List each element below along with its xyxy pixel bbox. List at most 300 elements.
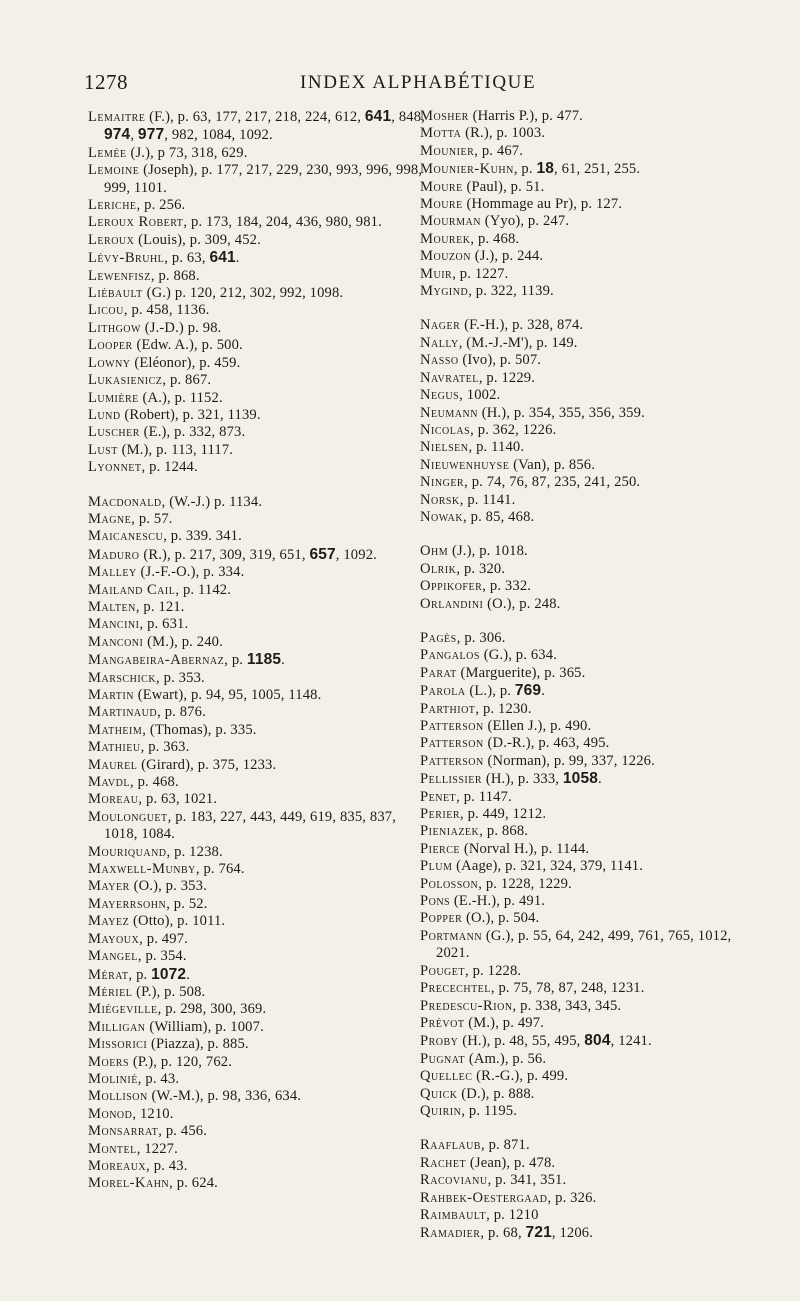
entry-page-refs: , (M.-J.-M'), p. 149. <box>458 334 578 351</box>
entry-page-refs: , 1002. <box>459 387 501 404</box>
index-entry-maduro <box>88 546 428 564</box>
entry-author-name: Patterson <box>420 735 484 752</box>
index-entry-leroux-robert <box>88 214 428 231</box>
entry-page-refs: , p. 1147. <box>456 788 512 805</box>
entry-page-refs: , p. 1141. <box>459 491 516 508</box>
index-entry-lemoine <box>88 162 428 197</box>
entry-page-refs: , p. 868. <box>479 823 529 840</box>
index-entry-norsk <box>420 492 760 509</box>
entry-main-page-ref: 641 <box>364 108 392 125</box>
entry-main-page-ref: 769 <box>514 682 542 700</box>
entry-author-name: Nasso <box>420 352 459 369</box>
entry-page-refs: (F.), p. 63, 177, 217, 218, 224, 612, <box>145 109 365 125</box>
index-entry-licou <box>88 302 428 319</box>
entry-page-refs: , p. 1142. <box>175 581 232 598</box>
index-entry-nowak <box>420 509 760 526</box>
entry-page-refs: , p. 339. 341. <box>163 528 242 545</box>
index-entry-mailand <box>88 582 428 599</box>
entry-author-name: Portmann <box>420 927 483 944</box>
entry-author-name: Leriche <box>88 197 137 214</box>
index-entry-navratel <box>420 370 760 387</box>
entry-page-refs: (P.), p. 120, 762. <box>129 1053 233 1070</box>
entry-author-name: Lust <box>88 441 118 458</box>
index-entry-matheim <box>88 722 428 739</box>
entry-page-refs: , p. 1244. <box>141 459 198 476</box>
entry-page-refs: (Norval H.), p. 1144. <box>460 840 590 857</box>
entry-author-name: Lowny <box>88 354 131 371</box>
index-entry-perier <box>420 806 760 823</box>
entry-author-name: Moure <box>420 178 463 195</box>
index-entry-lemee <box>88 145 428 162</box>
index-entry-mangel <box>88 948 428 965</box>
entry-main-page-ref: 974 <box>104 126 131 144</box>
entry-author-name: Lévy-Bruhl <box>88 250 165 267</box>
entry-page-refs: , p. 183, 227, 443, 449, 619, 835, 837, 1018, 1084. <box>104 808 397 843</box>
entry-page-refs: , p. 876. <box>157 704 206 721</box>
entry-author-name: Leroux <box>88 231 135 248</box>
entry-page-refs: , p. 75, 78, 87, 248, 1231. <box>490 980 645 997</box>
entry-main-page-ref: 977 <box>137 126 165 144</box>
entry-page-refs: . <box>598 771 602 788</box>
index-entry-macdonald <box>88 494 428 511</box>
entry-author-name: Lewenfisz <box>88 267 151 284</box>
entry-author-name: Martinaud <box>88 704 158 721</box>
entry-page-refs: , p. 1230. <box>475 700 532 717</box>
index-entry-lukasienicz <box>88 372 428 389</box>
index-entry-raimbault <box>420 1207 760 1224</box>
entry-page-refs: , 848, <box>391 109 425 125</box>
entry-author-name: Prévot <box>420 1014 465 1031</box>
entry-author-name: Orlandini <box>420 595 484 612</box>
entry-author-name: Patterson <box>420 752 484 769</box>
entry-author-name: Mangabeira-Abernaz <box>88 652 225 669</box>
entry-author-name: Missorici <box>88 1036 148 1053</box>
entry-page-refs: (R.), p. 1003. <box>461 125 546 142</box>
entry-author-name: Racovianu <box>420 1172 488 1189</box>
entry-page-refs: , 1227. <box>136 1140 178 1157</box>
entry-author-name: Negus <box>420 387 460 404</box>
entry-author-name: Monsarrat <box>88 1123 159 1140</box>
index-entry-quick <box>420 1086 760 1103</box>
entry-author-name: Plum <box>420 858 453 875</box>
entry-author-name: Ohm <box>420 543 449 560</box>
index-entry-lumiere <box>88 390 428 407</box>
index-entry-lund <box>88 407 428 424</box>
entry-page-refs: (A.), p. 1152. <box>138 389 223 406</box>
entry-author-name: Pangalos <box>420 647 480 664</box>
entry-author-name: Marschick <box>88 669 157 686</box>
running-title: INDEX ALPHABÉTIQUE <box>300 72 537 93</box>
entry-page-refs: . <box>186 966 191 983</box>
entry-page-refs: (Ellen J.), p. 490. <box>483 718 592 734</box>
entry-author-name: Malten <box>88 598 136 615</box>
entry-author-name: Luscher <box>88 424 140 441</box>
index-entry-lemaitre <box>88 108 428 145</box>
entry-page-refs: , p. 74, 76, 87, 235, 241, 250. <box>464 474 641 491</box>
entry-page-refs: (Harris P.), p. 477. <box>468 108 583 124</box>
entry-page-refs: , (Thomas), p. 335. <box>142 721 257 738</box>
index-entry-mouzon <box>420 248 760 265</box>
entry-author-name: Maxwell-Munby <box>88 861 196 878</box>
entry-author-name: Navratel <box>420 369 479 386</box>
index-entry-lewenfisz <box>88 268 428 285</box>
entry-page-refs: , p. 456. <box>158 1123 208 1140</box>
letter-section-gap <box>420 300 760 317</box>
index-entry-mayerrsohn <box>88 896 428 913</box>
entry-page-refs: (Am.), p. 56. <box>465 1050 547 1067</box>
entry-page-refs: (G.) p. 120, 212, 302, 992, 1098. <box>142 285 344 302</box>
entry-page-refs: (H.), p. 333, <box>482 771 563 788</box>
index-entry-mollison <box>88 1088 428 1105</box>
index-entry-marschick <box>88 670 428 687</box>
index-entry-lust <box>88 442 428 459</box>
entry-page-refs: (H.), p. 354, 355, 356, 359. <box>477 404 645 421</box>
entry-author-name: Leroux Robert <box>88 214 184 231</box>
entry-author-name: Nieuwenhuyse <box>420 456 510 473</box>
index-entry-martin <box>88 687 428 704</box>
entry-page-refs: (F.-H.), p. 328, 874. <box>460 317 584 334</box>
entry-page-refs: (L.), p. <box>465 683 515 700</box>
entry-author-name: Penet <box>420 788 457 805</box>
entry-main-page-ref: 804 <box>584 1032 611 1050</box>
index-entry-mangabeira <box>88 651 428 669</box>
index-entry-mayoux <box>88 931 428 948</box>
index-entry-patterson-norman <box>420 753 760 770</box>
index-entry-ramadier <box>420 1224 760 1242</box>
index-entry-maxwell <box>88 861 428 878</box>
index-entry-nally <box>420 335 760 352</box>
entry-author-name: Raaflaub <box>420 1137 481 1154</box>
entry-page-refs: (H.), p. 48, 55, 495, <box>458 1033 585 1050</box>
index-entry-pieniazek <box>420 823 760 840</box>
entry-page-refs: , p. 867. <box>162 372 212 389</box>
index-entry-looper <box>88 337 428 354</box>
index-entry-meriel <box>88 984 428 1001</box>
index-entry-rahbek <box>420 1190 760 1207</box>
entry-page-refs: , p. 332. <box>482 578 532 595</box>
index-entry-pugnat <box>420 1051 760 1068</box>
entry-author-name: Popper <box>420 910 463 927</box>
entry-page-refs: , p. 354. <box>137 948 187 965</box>
entry-page-refs: (Eléonor), p. 459. <box>130 354 241 371</box>
entry-page-refs: , p. 631. <box>139 616 189 633</box>
entry-author-name: Mangel <box>88 948 138 965</box>
index-entry-levy-bruhl <box>88 249 428 267</box>
entry-author-name: Predescu-Rion <box>420 997 513 1014</box>
entry-author-name: Nowak <box>420 508 464 525</box>
index-entry-polosson <box>420 876 760 893</box>
entry-author-name: Lyonnet <box>88 459 142 476</box>
entry-page-refs: , (W.-J.) p. 1134. <box>161 493 263 510</box>
index-entry-popper <box>420 910 760 927</box>
index-entry-portmann <box>420 928 760 963</box>
index-entry-parola <box>420 682 760 700</box>
index-entry-mourman <box>420 213 760 230</box>
entry-page-refs: , p. 43. <box>146 1157 188 1174</box>
index-entry-patterson-ellen <box>420 718 760 735</box>
index-entry-mounier <box>420 143 760 160</box>
entry-page-refs: (D.), p. 888. <box>457 1085 535 1102</box>
entry-author-name: Moreaux <box>88 1157 147 1174</box>
entry-author-name: Olrik <box>420 560 457 577</box>
index-entry-parat <box>420 665 760 682</box>
entry-page-refs: (O.), p. 353. <box>129 878 207 895</box>
entry-author-name: Malley <box>88 564 137 581</box>
entry-page-refs: , p. 1140. <box>468 439 525 456</box>
entry-author-name: Mérat <box>88 966 129 983</box>
entry-page-refs: (E.), p. 332, 873. <box>139 424 246 441</box>
index-column-left <box>88 108 428 1193</box>
index-entry-lithgow <box>88 320 428 337</box>
entry-page-refs: , p. 43. <box>137 1070 180 1087</box>
entry-page-refs: (Louis), p. 309, 452. <box>134 231 261 248</box>
index-entry-pellissier <box>420 770 760 788</box>
entry-page-refs: (E.-H.), p. 491. <box>450 893 546 910</box>
index-entry-malten <box>88 599 428 616</box>
index-entry-muir <box>420 266 760 283</box>
index-entry-moulonguet <box>88 809 428 844</box>
entry-page-refs: (Joseph), p. 177, 217, 229, 230, 993, 996, 998, 999, 1101. <box>104 162 423 196</box>
entry-author-name: Proby <box>420 1033 459 1050</box>
entry-author-name: Mailand Cail <box>88 581 176 598</box>
entry-author-name: Nally <box>420 334 459 351</box>
entry-page-refs: (M.), p. 113, 1117. <box>117 441 234 458</box>
entry-author-name: Rahbek-Oestergaad <box>420 1189 548 1206</box>
index-entry-mayez <box>88 913 428 930</box>
entry-author-name: Mériel <box>88 983 133 1000</box>
index-entry-orlandini <box>420 596 760 613</box>
entry-page-refs: , p. 68, <box>480 1225 526 1242</box>
entry-page-refs: , p. 52. <box>166 895 208 912</box>
entry-author-name: Mouriquand <box>88 843 167 860</box>
entry-page-refs: , p. 326. <box>547 1189 597 1206</box>
index-entry-pons <box>420 893 760 910</box>
entry-page-refs: (J.-F.-O.), p. 334. <box>136 564 245 581</box>
index-entry-penet <box>420 789 760 806</box>
entry-page-refs: (O.), p. 504. <box>462 910 540 927</box>
index-entry-mancini <box>88 616 428 633</box>
entry-page-refs: , 1092. <box>335 546 377 563</box>
index-entry-maurel <box>88 757 428 774</box>
entry-author-name: Looper <box>88 337 133 354</box>
entry-author-name: Norsk <box>420 491 460 508</box>
entry-page-refs: , p. 322, 1139. <box>468 283 554 300</box>
index-entry-quirin <box>420 1103 760 1120</box>
index-entry-moure-paul <box>420 179 760 196</box>
entry-author-name: Mathieu <box>88 739 141 756</box>
entry-author-name: Maurel <box>88 756 138 773</box>
entry-author-name: Mancini <box>88 616 140 633</box>
entry-author-name: Pons <box>420 893 451 910</box>
entry-author-name: Montel <box>88 1140 137 1157</box>
entry-page-refs: , p. 63, <box>164 250 210 267</box>
entry-page-refs: , p. 362, 1226. <box>470 421 557 438</box>
entry-author-name: Pagès <box>420 629 457 646</box>
entry-author-name: Quellec <box>420 1068 473 1085</box>
entry-author-name: Lemée <box>88 144 127 161</box>
entry-author-name: Magne <box>88 510 132 527</box>
entry-author-name: Morel-Kahn <box>88 1175 170 1192</box>
entry-author-name: Mayoux <box>88 930 140 947</box>
index-entry-parthiot <box>420 701 760 718</box>
entry-author-name: Raimbault <box>420 1206 487 1223</box>
entry-page-refs: , 982, 1084, 1092. <box>164 127 273 144</box>
index-entry-molinie <box>88 1071 428 1088</box>
index-entry-monod <box>88 1106 428 1123</box>
entry-author-name: Matheim <box>88 721 143 738</box>
entry-page-refs: , 1241. <box>610 1033 652 1050</box>
page-header <box>0 70 800 100</box>
entry-author-name: Moulonguet <box>88 808 168 825</box>
index-entry-nager <box>420 317 760 334</box>
entry-page-refs: , p. 338, 343, 345. <box>512 997 622 1014</box>
entry-page-refs: (Piazza), p. 885. <box>147 1036 249 1053</box>
entry-page-refs: , 1206. <box>551 1225 594 1242</box>
entry-page-refs: , 1210. <box>132 1105 174 1122</box>
entry-author-name: Lithgow <box>88 319 141 336</box>
entry-author-name: Polosson <box>420 875 479 892</box>
entry-author-name: Lukasienicz <box>88 372 163 389</box>
entry-page-refs: , p. 468. <box>129 774 179 791</box>
entry-page-refs: , p. 363. <box>140 739 190 756</box>
index-entry-oppikofer <box>420 578 760 595</box>
entry-page-refs: (D.-R.), p. 463, 495. <box>483 735 610 752</box>
index-entry-liebault <box>88 285 428 302</box>
index-entry-prevot <box>420 1015 760 1032</box>
index-entry-olrik <box>420 561 760 578</box>
entry-author-name: Nicolas <box>420 421 471 438</box>
entry-author-name: Mouzon <box>420 248 471 265</box>
index-entry-mouriquand <box>88 844 428 861</box>
entry-author-name: Mourman <box>420 213 481 230</box>
entry-page-refs: (R.), p. 217, 309, 319, 651, <box>139 546 310 563</box>
entry-author-name: Lund <box>88 406 121 423</box>
entry-page-refs: , p. 173, 184, 204, 436, 980, 981. <box>183 214 382 231</box>
entry-author-name: Mounier <box>420 142 475 159</box>
index-entry-neumann <box>420 405 760 422</box>
entry-author-name: Martin <box>88 687 134 703</box>
index-entry-motta <box>420 125 760 142</box>
entry-author-name: Mosher <box>420 108 469 124</box>
index-entry-moreau <box>88 791 428 808</box>
entry-page-refs: , p. <box>513 161 537 178</box>
entry-author-name: Macdonald <box>88 493 162 510</box>
entry-page-refs: (Aage), p. 321, 324, 379, 1141. <box>452 858 644 875</box>
entry-page-refs: , p. 764. <box>195 861 245 878</box>
entry-page-refs: (Robert), p. 321, 1139. <box>120 406 261 423</box>
entry-page-refs: , p. 1228. <box>465 962 522 979</box>
entry-page-refs: , p. 85, 468. <box>463 508 535 525</box>
entry-page-refs: (Marguerite), p. 365. <box>456 664 586 681</box>
index-entry-mosher <box>420 108 760 125</box>
index-entry-martinaud <box>88 704 428 721</box>
entry-author-name: Maicanescu <box>88 528 164 545</box>
entry-page-refs: , p. 57. <box>131 510 173 527</box>
entry-page-refs: , 61, 251, 255. <box>554 161 641 178</box>
index-entry-moreaux <box>88 1158 428 1175</box>
index-entry-quellec <box>420 1068 760 1085</box>
entry-author-name: Mayerrsohn <box>88 895 167 912</box>
entry-page-refs: , p. 458, 1136. <box>123 302 210 319</box>
index-entry-mygind <box>420 283 760 300</box>
entry-author-name: Lemaitre <box>88 109 146 125</box>
entry-page-refs: (Girard), p. 375, 1233. <box>137 756 277 773</box>
entry-author-name: Neumann <box>420 404 478 421</box>
index-entry-mounier-kuhn <box>420 160 760 178</box>
entry-page-refs: , p. 468. <box>470 230 520 247</box>
letter-section-gap <box>420 613 760 630</box>
index-entry-milligan <box>88 1019 428 1036</box>
index-entry-miegeville <box>88 1001 428 1018</box>
index-entry-patterson-dr <box>420 735 760 752</box>
entry-main-page-ref: 1185 <box>246 651 282 669</box>
entry-page-refs: , p. 1228, 1229. <box>478 875 572 892</box>
entry-author-name: Parthiot <box>420 700 476 717</box>
index-entry-precechtel <box>420 980 760 997</box>
entry-author-name: Moure <box>420 196 463 213</box>
entry-author-name: Pellissier <box>420 771 483 788</box>
index-entry-mavdl <box>88 774 428 791</box>
entry-page-refs: , p. 341, 351. <box>487 1172 567 1189</box>
entry-author-name: Molinié <box>88 1070 138 1087</box>
entry-page-refs: , p. 1210 <box>486 1206 539 1223</box>
entry-page-refs: (J.), p. 244. <box>470 248 544 265</box>
entry-author-name: Moers <box>88 1053 130 1070</box>
page-number: 1278 <box>84 70 128 94</box>
entry-page-refs: (William), p. 1007. <box>145 1018 264 1035</box>
entry-page-refs: (M.), p. 240. <box>143 633 223 650</box>
entry-author-name: Quirin <box>420 1102 462 1119</box>
entry-page-refs: (Paul), p. 51. <box>462 178 545 195</box>
letter-section-gap <box>420 526 760 543</box>
entry-author-name: Ramadier <box>420 1225 481 1242</box>
letter-section-gap <box>88 477 428 494</box>
index-entry-raaflaub <box>420 1137 760 1154</box>
index-entry-ninger <box>420 474 760 491</box>
entry-author-name: Perier <box>420 806 461 823</box>
index-entry-monsarrat <box>88 1123 428 1140</box>
entry-page-refs: (P.), p. 508. <box>132 983 206 1000</box>
entry-author-name: Pugnat <box>420 1050 466 1067</box>
entry-page-refs: , p. 63, 1021. <box>138 791 218 808</box>
entry-page-refs: , p. 306. <box>456 629 506 646</box>
entry-author-name: Quick <box>420 1085 458 1102</box>
entry-page-refs: (Norman), p. 99, 337, 1226. <box>483 752 655 769</box>
entry-author-name: Moreau <box>88 791 139 808</box>
entry-page-refs: (W.-M.), p. 98, 336, 634. <box>147 1088 302 1105</box>
entry-page-refs: (G.), p. 55, 64, 242, 499, 761, 765, 1012, 2021. <box>436 927 732 962</box>
entry-page-refs: , p. 1195. <box>461 1102 518 1119</box>
entry-page-refs: , p. <box>128 966 152 983</box>
entry-page-refs: . <box>235 250 240 267</box>
entry-page-refs: , p. 497. <box>139 930 188 947</box>
entry-page-refs: (O.), p. 248. <box>483 595 561 612</box>
entry-page-refs: (Hommage au Pr), p. 127. <box>462 196 623 213</box>
entry-main-page-ref: 657 <box>309 545 336 563</box>
entry-page-refs: (J.), p. 1018. <box>448 543 528 560</box>
index-entry-pangalos <box>420 647 760 664</box>
entry-page-refs: (Jean), p. 478. <box>466 1154 556 1171</box>
entry-page-refs: (J.-D.) p. 98. <box>140 319 222 336</box>
entry-page-refs: , p. 871. <box>480 1137 530 1154</box>
entry-author-name: Liébault <box>88 285 143 302</box>
entry-page-refs: , p. 121. <box>135 598 185 615</box>
index-entry-nasso <box>420 352 760 369</box>
entry-author-name: Pieniazek <box>420 823 480 840</box>
entry-page-refs: , p. 1238. <box>166 843 223 860</box>
index-entry-racovianu <box>420 1172 760 1189</box>
entry-page-refs: , p. 298, 300, 369. <box>157 1001 267 1018</box>
